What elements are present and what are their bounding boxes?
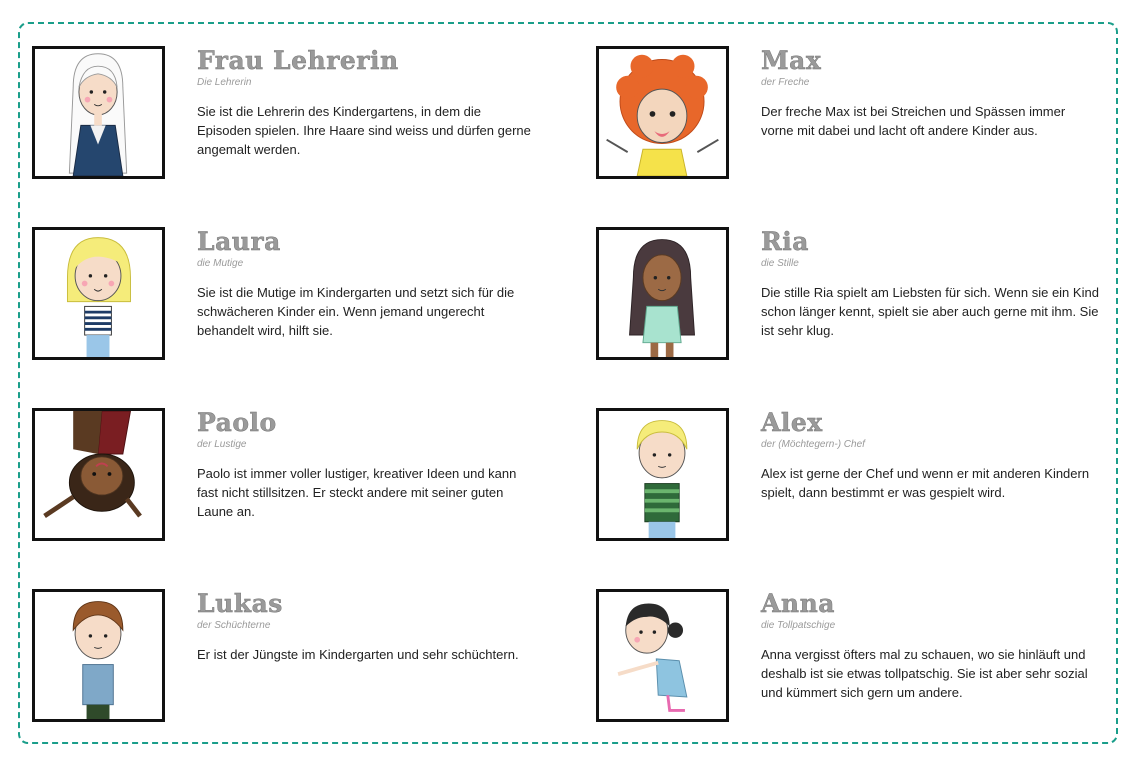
character-description: Er ist der Jüngste im Kindergarten und sehr schüchtern. [197,647,519,662]
character-name: Max [761,46,822,75]
character-card-max [596,46,1116,186]
portrait-anna [596,589,729,722]
lukas-illustration [35,592,162,719]
character-role: Die Lehrerin [197,77,252,88]
max-illustration [599,49,726,176]
character-description: Die stille Ria spielt am Liebsten für sich. Wenn sie ein Kind schon länger kennt, spielt sie aber auch gerne mit ihm. Sie ist sehr klug. [761,285,1099,338]
character-name: Alex [761,408,823,437]
portrait-lukas [32,589,165,722]
alex-illustration [599,411,726,538]
character-role: der Freche [761,77,810,88]
character-card-ria [596,227,1116,367]
teacher-illustration [35,49,162,176]
ria-illustration [599,230,726,357]
portrait-max [596,46,729,179]
character-description: Der freche Max ist bei Streichen und Spässen immer vorne mit dabei und lacht oft andere Kinder aus. [761,104,1066,138]
portrait-ria [596,227,729,360]
character-role: der Lustige [197,439,247,450]
character-name: Frau Lehrerin [197,46,399,75]
portrait-paolo [32,408,165,541]
character-role: die Tollpatschige [761,620,836,631]
character-name: Ria [761,227,809,256]
anna-illustration [599,592,726,719]
character-role: die Mutige [197,258,244,269]
character-description: Paolo ist immer voller lustiger, kreativer Ideen und kann fast nicht stillsitzen. Er steckt andere mit seiner guten Laune an. [197,466,517,519]
character-name: Laura [197,227,281,256]
character-card-alex [596,408,1116,548]
portrait-frau-lehrerin [32,46,165,179]
character-name: Lukas [197,589,283,618]
paolo-illustration [35,411,162,538]
character-card-frau-lehrerin [32,46,552,186]
character-card-anna [596,589,1116,729]
character-role: der (Möchtegern-) Chef [761,439,865,450]
character-description: Anna vergisst öfters mal zu schauen, wo sie hinläuft und deshalb ist sie etwas tollpatschig. Sie ist aber sehr sozial und kümmert sich gern um andere. [761,647,1088,700]
character-card-lukas [32,589,552,729]
character-card-laura [32,227,552,367]
character-description: Sie ist die Lehrerin des Kindergartens, in dem die Episoden spielen. Ihre Haare sind weiss und dürfen gerne angemalt werden. [197,104,531,157]
character-role: die Stille [761,258,799,269]
character-name: Anna [761,589,835,618]
laura-illustration [35,230,162,357]
portrait-alex [596,408,729,541]
character-description: Alex ist gerne der Chef und wenn er mit anderen Kindern spielt, dann bestimmt er was gespielt wird. [761,466,1090,500]
portrait-laura [32,227,165,360]
character-name: Paolo [197,408,277,437]
character-role: der Schüchterne [197,620,271,631]
character-card-paolo [32,408,552,548]
character-description: Sie ist die Mutige im Kindergarten und setzt sich für die schwächeren Kinder ein. Wenn jemand ungerecht behandelt wird, hilft sie. [197,285,515,338]
